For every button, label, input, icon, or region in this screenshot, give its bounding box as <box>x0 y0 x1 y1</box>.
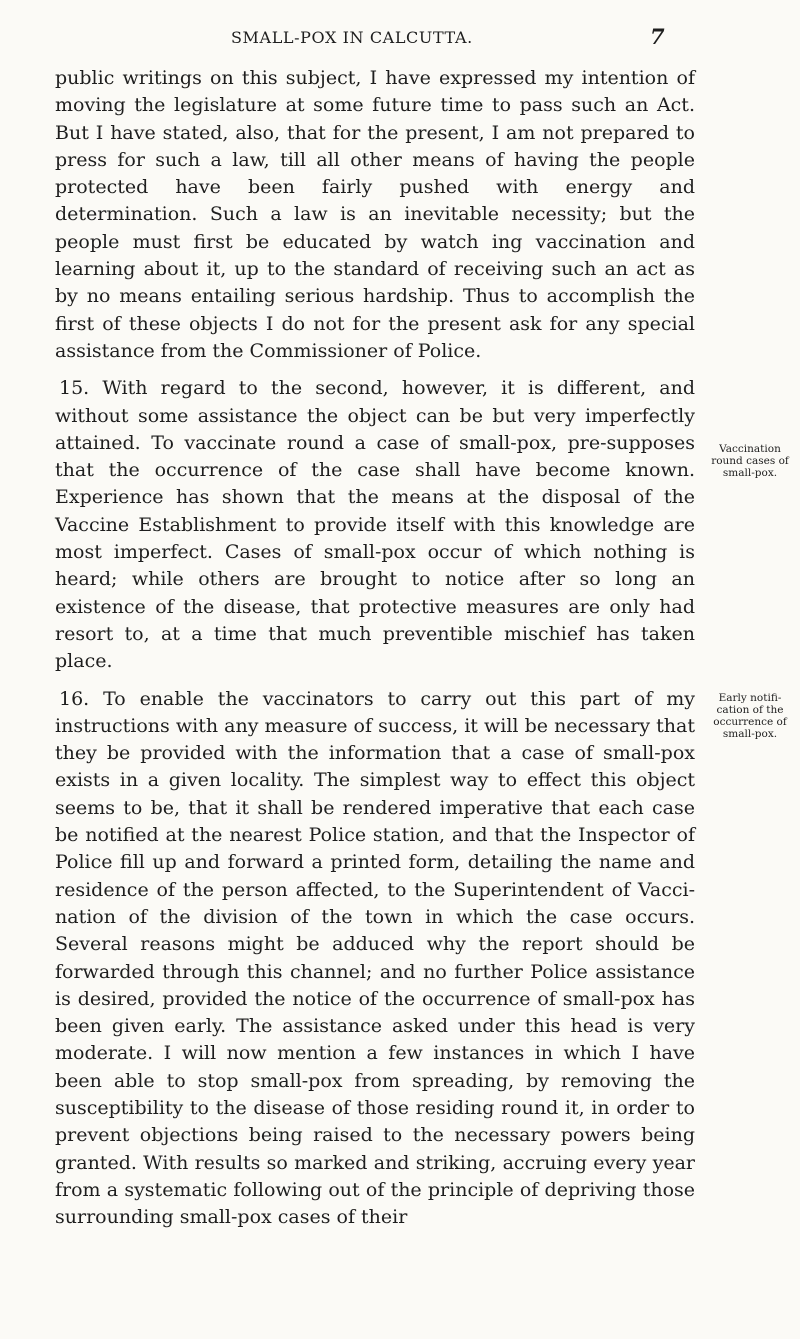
paragraph-continued: public writings on this subject, I have expressed my intention of moving the legislature at some future time to pass such an Act. But I have stated, also, that for the present, I am not prepared to press for such a law, till all other means of having the people protected have been fairly pushed with energy and determination. Such a law is an inevitable necessity; but the people must first be educated by watch ing vaccination and learning about it, up to the standard of receiving such an act as by no means entailing serious hardship. Thus to accomplish the first of these objects I do not for the present ask for any special assistance from the Commissioner of Police. <box>55 67 695 362</box>
paragraph-16 <box>55 686 695 1232</box>
page-header <box>0 24 800 54</box>
page-number: 7 <box>650 24 665 49</box>
paragraph-16-number: 16. <box>59 687 90 710</box>
margin-note-vaccination: Vaccination round cases of small-pox. <box>711 443 789 479</box>
paragraph-15 <box>55 375 695 675</box>
margin-note-early-notification: Early notifi- cation of the occurrence of small-pox. <box>713 692 787 740</box>
running-head: SMALL-POX IN CALCUTTA. <box>231 28 473 47</box>
paragraph-16-text: To enable the vaccinators to carry out this part of my instructions with any measure of success, it will be necessary that they be provided with the information that a case of small-pox exists in a given locality. The simplest way to effect this object seems to be, that it shall be rendered imperative that each case be notified at the nearest Police station, and that the Inspector of Police fill up and forward a printed form, detailing the name and residence of the person affected, to the Superintendent of Vacci- nation of the division of the town in which the case occurs. Several reasons might be adduced why the report should be forwarded through this channel; and no further Police assistance is desired, provided the notice of the occurrence of small-pox has been given early. The assistance asked under this head is very moderate. I will now mention a few instances in which I have been able to stop small-pox from spreading, by removing the susceptibility to the disease of those residing round it, in order to prevent objections being raised to the necessary powers being granted. With results so marked and striking, accruing every year from a systematic following out of the principle of depriving those surrounding small-pox cases of their <box>55 687 695 1229</box>
body-text <box>55 65 695 1231</box>
paragraph-15-text: With regard to the second, however, it is different, and without some assistance the object can be but very imperfectly attained. To vaccinate round a case of small-pox, pre-supposes that the occurrence of the case shall have become known. Experience has shown that the means at the disposal of the Vaccine Establishment to provide itself with this knowledge are most imperfect. Cases of small-pox occur of which nothing is heard; while others are brought to notice after so long an existence of the disease, that protective measures are only had resort to, at a time that much preventible mischief has taken place. <box>55 377 695 673</box>
paragraph-15-number: 15. <box>59 377 90 400</box>
